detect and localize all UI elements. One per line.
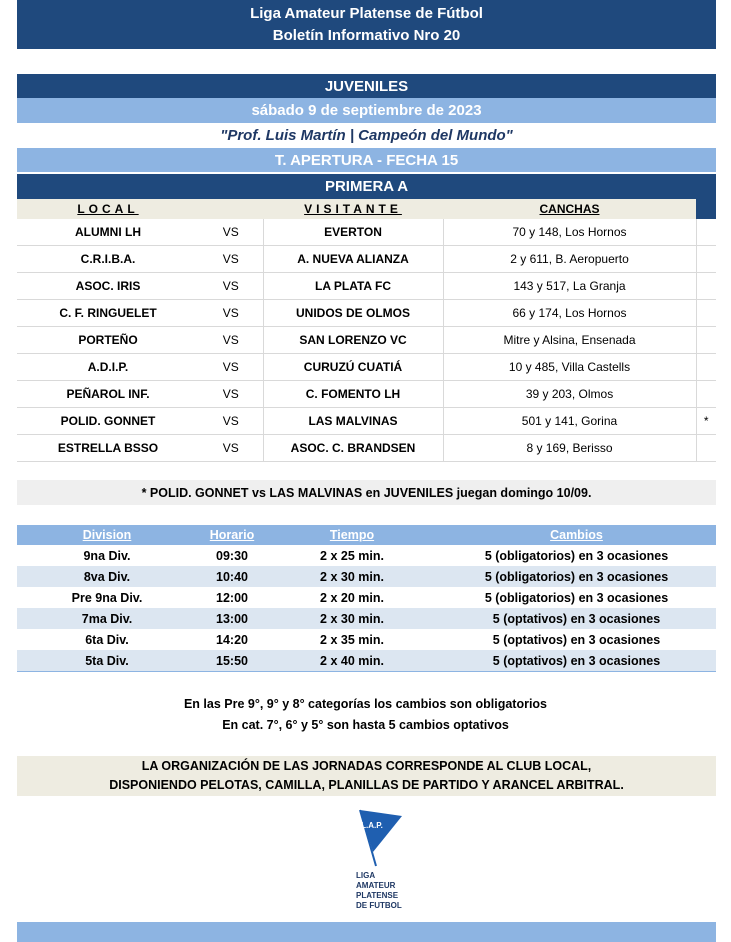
schedule-tiempo: 2 x 30 min. xyxy=(267,608,437,629)
fixtures-table xyxy=(17,199,716,462)
footnote-mark xyxy=(696,300,716,327)
away-team: UNIDOS DE OLMOS xyxy=(263,300,443,327)
home-team: C. F. RINGUELET xyxy=(17,300,199,327)
schedule-division: 9na Div. xyxy=(83,548,131,563)
venue: 39 y 203, Olmos xyxy=(443,381,696,408)
schedule-cambios: 5 (optativos) en 3 ocasiones xyxy=(437,650,716,672)
home-team: ESTRELLA BSSO xyxy=(17,435,199,462)
league-name: Liga Amateur Platense de Fútbol xyxy=(250,4,483,22)
footnote-mark xyxy=(696,246,716,273)
venue: 66 y 174, Los Hornos xyxy=(443,300,696,327)
vs-label: VS xyxy=(199,327,263,354)
organization-line-1: LA ORGANIZACIÓN DE LAS JORNADAS CORRESPONDE AL CLUB LOCAL, xyxy=(141,759,592,773)
horario-header: Horario xyxy=(197,525,267,545)
schedule-division: 6ta Div. xyxy=(85,632,129,647)
venue: 143 y 517, La Granja xyxy=(443,273,696,300)
home-team: POLID. GONNET xyxy=(17,408,199,435)
footnote-mark xyxy=(696,219,716,246)
footnote-mark xyxy=(696,354,716,381)
cambios-header: Cambios xyxy=(437,525,716,545)
schedule-division: Pre 9na Div. xyxy=(71,590,143,605)
schedule-tiempo: 2 x 25 min. xyxy=(320,548,384,563)
substitution-note-1: En las Pre 9°, 9° y 8° categorías los cambios son obligatorios xyxy=(183,697,548,711)
vs-label: VS xyxy=(199,381,263,408)
home-team: ALUMNI LH xyxy=(17,219,199,246)
schedule-header-row xyxy=(17,525,716,545)
bulletin-header xyxy=(17,0,716,49)
fixture-row xyxy=(17,300,716,327)
vs-label: VS xyxy=(199,354,263,381)
logo-flag-text: L.A.P. xyxy=(361,821,383,830)
fixture-row xyxy=(17,435,716,462)
fixtures-header-row xyxy=(17,199,716,219)
away-team: CURUZÚ CUATIÁ xyxy=(263,354,443,381)
schedule-cambios: 5 (obligatorios) en 3 ocasiones xyxy=(437,566,716,587)
schedule-horario: 12:00 xyxy=(216,590,248,605)
organization-note xyxy=(17,756,716,796)
footnote: * POLID. GONNET vs LAS MALVINAS en JUVENILES juegan domingo 10/09. xyxy=(17,480,716,505)
schedule-horario: 10:40 xyxy=(197,566,267,587)
flag-icon xyxy=(340,806,420,921)
schedule-cambios: 5 (obligatorios) en 3 ocasiones xyxy=(484,590,669,605)
visitante-header: VISITANTE xyxy=(263,199,443,219)
canchas-header: CANCHAS xyxy=(443,199,696,219)
league-logo xyxy=(340,806,420,921)
fixture-row xyxy=(17,408,716,435)
footnote-mark: * xyxy=(696,408,716,435)
schedule-division: 7ma Div. xyxy=(17,608,197,629)
footnote-mark xyxy=(696,381,716,408)
venue: 2 y 611, B. Aeropuerto xyxy=(443,246,696,273)
schedule-cambios: 5 (optativos) en 3 ocasiones xyxy=(437,608,716,629)
vs-label: VS xyxy=(199,219,263,246)
away-team: SAN LORENZO VC xyxy=(263,327,443,354)
logo-line-1: LIGA xyxy=(356,871,376,880)
schedule-division: 5ta Div. xyxy=(17,650,197,672)
fixture-row xyxy=(17,246,716,273)
schedule-horario: 09:30 xyxy=(216,548,248,563)
venue: 10 y 485, Villa Castells xyxy=(443,354,696,381)
bulletin-number: Boletín Informativo Nro 20 xyxy=(272,26,461,44)
schedule-cambios: 5 (optativos) en 3 ocasiones xyxy=(492,632,661,647)
home-team: PORTEÑO xyxy=(17,327,199,354)
substitution-note-2: En cat. 7°, 6° y 5° son hasta 5 cambios optativos xyxy=(222,718,509,732)
schedule-cambios: 5 (obligatorios) en 3 ocasiones xyxy=(484,548,669,563)
home-team: PEÑAROL INF. xyxy=(17,381,199,408)
logo-line-3: PLATENSE xyxy=(356,891,399,900)
vs-header-empty xyxy=(199,199,263,219)
away-team: LA PLATA FC xyxy=(263,273,443,300)
vs-label: VS xyxy=(199,408,263,435)
schedule-table xyxy=(17,525,716,672)
schedule-tiempo: 2 x 20 min. xyxy=(320,590,384,605)
away-team: C. FOMENTO LH xyxy=(263,381,443,408)
away-team: EVERTON xyxy=(263,219,443,246)
match-date: sábado 9 de septiembre de 2023 xyxy=(17,98,716,123)
schedule-row xyxy=(17,650,716,672)
venue: Mitre y Alsina, Ensenada xyxy=(443,327,696,354)
local-header: LOCAL xyxy=(17,199,199,219)
header-corner xyxy=(696,199,716,219)
fixture-row xyxy=(17,354,716,381)
schedule-row xyxy=(17,545,716,566)
schedule-horario: 13:00 xyxy=(197,608,267,629)
division-title: PRIMERA A xyxy=(17,174,716,199)
logo-line-4: DE FUTBOL xyxy=(356,901,402,910)
logo-line-2: AMATEUR xyxy=(356,881,396,890)
away-team: ASOC. C. BRANDSEN xyxy=(263,435,443,462)
home-team: A.D.I.P. xyxy=(17,354,199,381)
venue: 501 y 141, Gorina xyxy=(443,408,696,435)
footnote-mark xyxy=(696,273,716,300)
home-team: ASOC. IRIS xyxy=(17,273,199,300)
away-team: A. NUEVA ALIANZA xyxy=(263,246,443,273)
tribute-title: "Prof. Luis Martín | Campeón del Mundo" xyxy=(220,127,513,144)
home-team: C.R.I.B.A. xyxy=(17,246,199,273)
fixture-row xyxy=(17,273,716,300)
schedule-tiempo: 2 x 30 min. xyxy=(267,566,437,587)
fixture-row xyxy=(17,219,716,246)
tiempo-header: Tiempo xyxy=(267,525,437,545)
schedule-row xyxy=(17,566,716,587)
schedule-tiempo: 2 x 40 min. xyxy=(267,650,437,672)
vs-label: VS xyxy=(199,273,263,300)
venue: 8 y 169, Berisso xyxy=(443,435,696,462)
schedule-row xyxy=(17,629,716,650)
vs-label: VS xyxy=(199,435,263,462)
organization-line-2: DISPONIENDO PELOTAS, CAMILLA, PLANILLAS DE PARTIDO Y ARANCEL ARBITRAL. xyxy=(109,778,624,792)
schedule-horario: 14:20 xyxy=(216,632,248,647)
schedule-row xyxy=(17,608,716,629)
footnote-mark xyxy=(696,435,716,462)
category-title: JUVENILES xyxy=(17,74,716,98)
division-header: Division xyxy=(17,525,197,545)
schedule-division: 8va Div. xyxy=(17,566,197,587)
venue: 70 y 148, Los Hornos xyxy=(443,219,696,246)
footnote-mark xyxy=(696,327,716,354)
schedule-row xyxy=(17,587,716,608)
fixture-row xyxy=(17,327,716,354)
fixture-row xyxy=(17,381,716,408)
schedule-horario: 15:50 xyxy=(197,650,267,672)
footer-band xyxy=(17,922,716,942)
vs-label: VS xyxy=(199,300,263,327)
vs-label: VS xyxy=(199,246,263,273)
away-team: LAS MALVINAS xyxy=(263,408,443,435)
schedule-tiempo: 2 x 35 min. xyxy=(320,632,384,647)
tournament-title: T. APERTURA - FECHA 15 xyxy=(17,148,716,172)
